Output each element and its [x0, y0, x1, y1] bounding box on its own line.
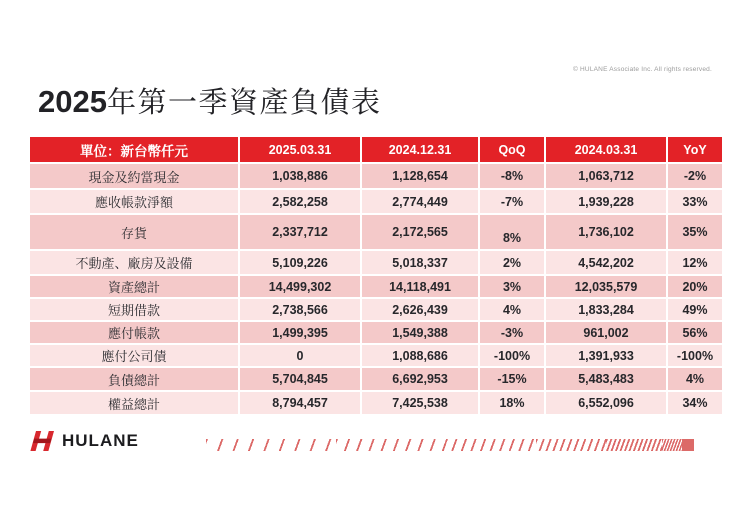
cell-2024-12-31: 2,172,565: [362, 215, 478, 249]
cell-2025-03-31: 5,704,845: [240, 368, 360, 390]
cell-2024-12-31: 1,128,654: [362, 164, 478, 188]
cell-qoq: 2%: [480, 251, 544, 274]
cell-qoq: -100%: [480, 345, 544, 366]
table-row: [30, 368, 712, 390]
header-unit-label: 單位：新台幣仟元: [30, 137, 238, 162]
cell-yoy: 33%: [668, 190, 722, 213]
table-row: [30, 251, 712, 274]
header-col-2025-03-31: 2025.03.31: [240, 137, 360, 162]
cell-2025-03-31: 0: [240, 345, 360, 366]
cell-2024-12-31: 5,018,337: [362, 251, 478, 274]
cell-qoq: 18%: [480, 392, 544, 414]
row-label: 負債總計: [30, 368, 238, 390]
row-label: 權益總計: [30, 392, 238, 414]
table-row: [30, 164, 712, 188]
row-label: 應付帳款: [30, 322, 238, 343]
header-col-yoy: YoY: [668, 137, 722, 162]
cell-yoy: 12%: [668, 251, 722, 274]
cell-2025-03-31: 1,499,395: [240, 322, 360, 343]
cell-2024-03-31: 1,063,712: [546, 164, 666, 188]
table-row: [30, 190, 712, 213]
cell-2025-03-31: 2,738,566: [240, 299, 360, 320]
cell-yoy: 34%: [668, 392, 722, 414]
row-label: 存貨: [30, 215, 238, 249]
table-row: [30, 392, 712, 414]
table-row: [30, 345, 712, 366]
cell-2024-12-31: 2,626,439: [362, 299, 478, 320]
cell-2025-03-31: 8,794,457: [240, 392, 360, 414]
cell-2024-03-31: 5,483,483: [546, 368, 666, 390]
header-col-2024-12-31: 2024.12.31: [362, 137, 478, 162]
cell-2024-03-31: 1,736,102: [546, 215, 666, 249]
cell-2024-03-31: 6,552,096: [546, 392, 666, 414]
row-label: 應付公司債: [30, 345, 238, 366]
cell-2024-03-31: 961,002: [546, 322, 666, 343]
slash-segment: [206, 439, 336, 451]
cell-2024-03-31: 1,939,228: [546, 190, 666, 213]
cell-2024-03-31: 4,542,202: [546, 251, 666, 274]
cell-2025-03-31: 14,499,302: [240, 276, 360, 297]
slash-segment: [606, 439, 662, 451]
table-row: [30, 215, 712, 249]
balance-sheet-table: [30, 137, 712, 416]
table-row: [30, 322, 712, 343]
cell-2025-03-31: 5,109,226: [240, 251, 360, 274]
cell-2025-03-31: 2,337,712: [240, 215, 360, 249]
cell-yoy: 20%: [668, 276, 722, 297]
slash-segment: [662, 439, 682, 451]
title-year: 2025: [38, 84, 107, 119]
slash-segment: [536, 439, 606, 451]
row-label: 現金及約當現金: [30, 164, 238, 188]
logo-text: HULANE: [62, 431, 139, 450]
table-row: [30, 299, 712, 320]
cell-2024-12-31: 14,118,491: [362, 276, 478, 297]
header-col-2024-03-31: 2024.03.31: [546, 137, 666, 162]
cell-qoq: -7%: [480, 190, 544, 213]
cell-yoy: 4%: [668, 368, 722, 390]
cell-yoy: 49%: [668, 299, 722, 320]
cell-yoy: 35%: [668, 215, 722, 249]
cell-qoq: 8%: [480, 215, 544, 249]
cell-2024-12-31: 7,425,538: [362, 392, 478, 414]
cell-2024-03-31: 12,035,579: [546, 276, 666, 297]
table-row: [30, 276, 712, 297]
cell-2025-03-31: 2,582,258: [240, 190, 360, 213]
header-col-qoq: QoQ: [480, 137, 544, 162]
cell-qoq: -3%: [480, 322, 544, 343]
cell-qoq: -15%: [480, 368, 544, 390]
cell-yoy: -100%: [668, 345, 722, 366]
row-label: 應收帳款淨額: [30, 190, 238, 213]
row-label: 不動產、廠房及設備: [30, 251, 238, 274]
table-body: [30, 164, 712, 414]
cell-2025-03-31: 1,038,886: [240, 164, 360, 188]
cell-2024-12-31: 6,692,953: [362, 368, 478, 390]
cell-yoy: 56%: [668, 322, 722, 343]
cell-yoy: -2%: [668, 164, 722, 188]
cell-2024-12-31: 1,088,686: [362, 345, 478, 366]
slash-segment: [682, 439, 694, 451]
row-label: 短期借款: [30, 299, 238, 320]
slash-segment: [446, 439, 536, 451]
hulane-logo: [29, 430, 139, 452]
cell-2024-12-31: 1,549,388: [362, 322, 478, 343]
decorative-slashes: [206, 439, 694, 451]
slash-segment: [336, 439, 446, 451]
copyright-notice: © HULANE Associate Inc. All rights reserved.: [573, 66, 712, 73]
cell-qoq: 3%: [480, 276, 544, 297]
row-label: 資產總計: [30, 276, 238, 297]
page-title: [38, 80, 381, 121]
cell-2024-12-31: 2,774,449: [362, 190, 478, 213]
table-header-row: [30, 137, 712, 162]
cell-qoq: -8%: [480, 164, 544, 188]
cell-qoq: 4%: [480, 299, 544, 320]
cell-2024-03-31: 1,833,284: [546, 299, 666, 320]
cell-2024-03-31: 1,391,933: [546, 345, 666, 366]
title-text: 年第一季資產負債表: [106, 87, 382, 119]
hulane-h-icon: [29, 430, 55, 452]
